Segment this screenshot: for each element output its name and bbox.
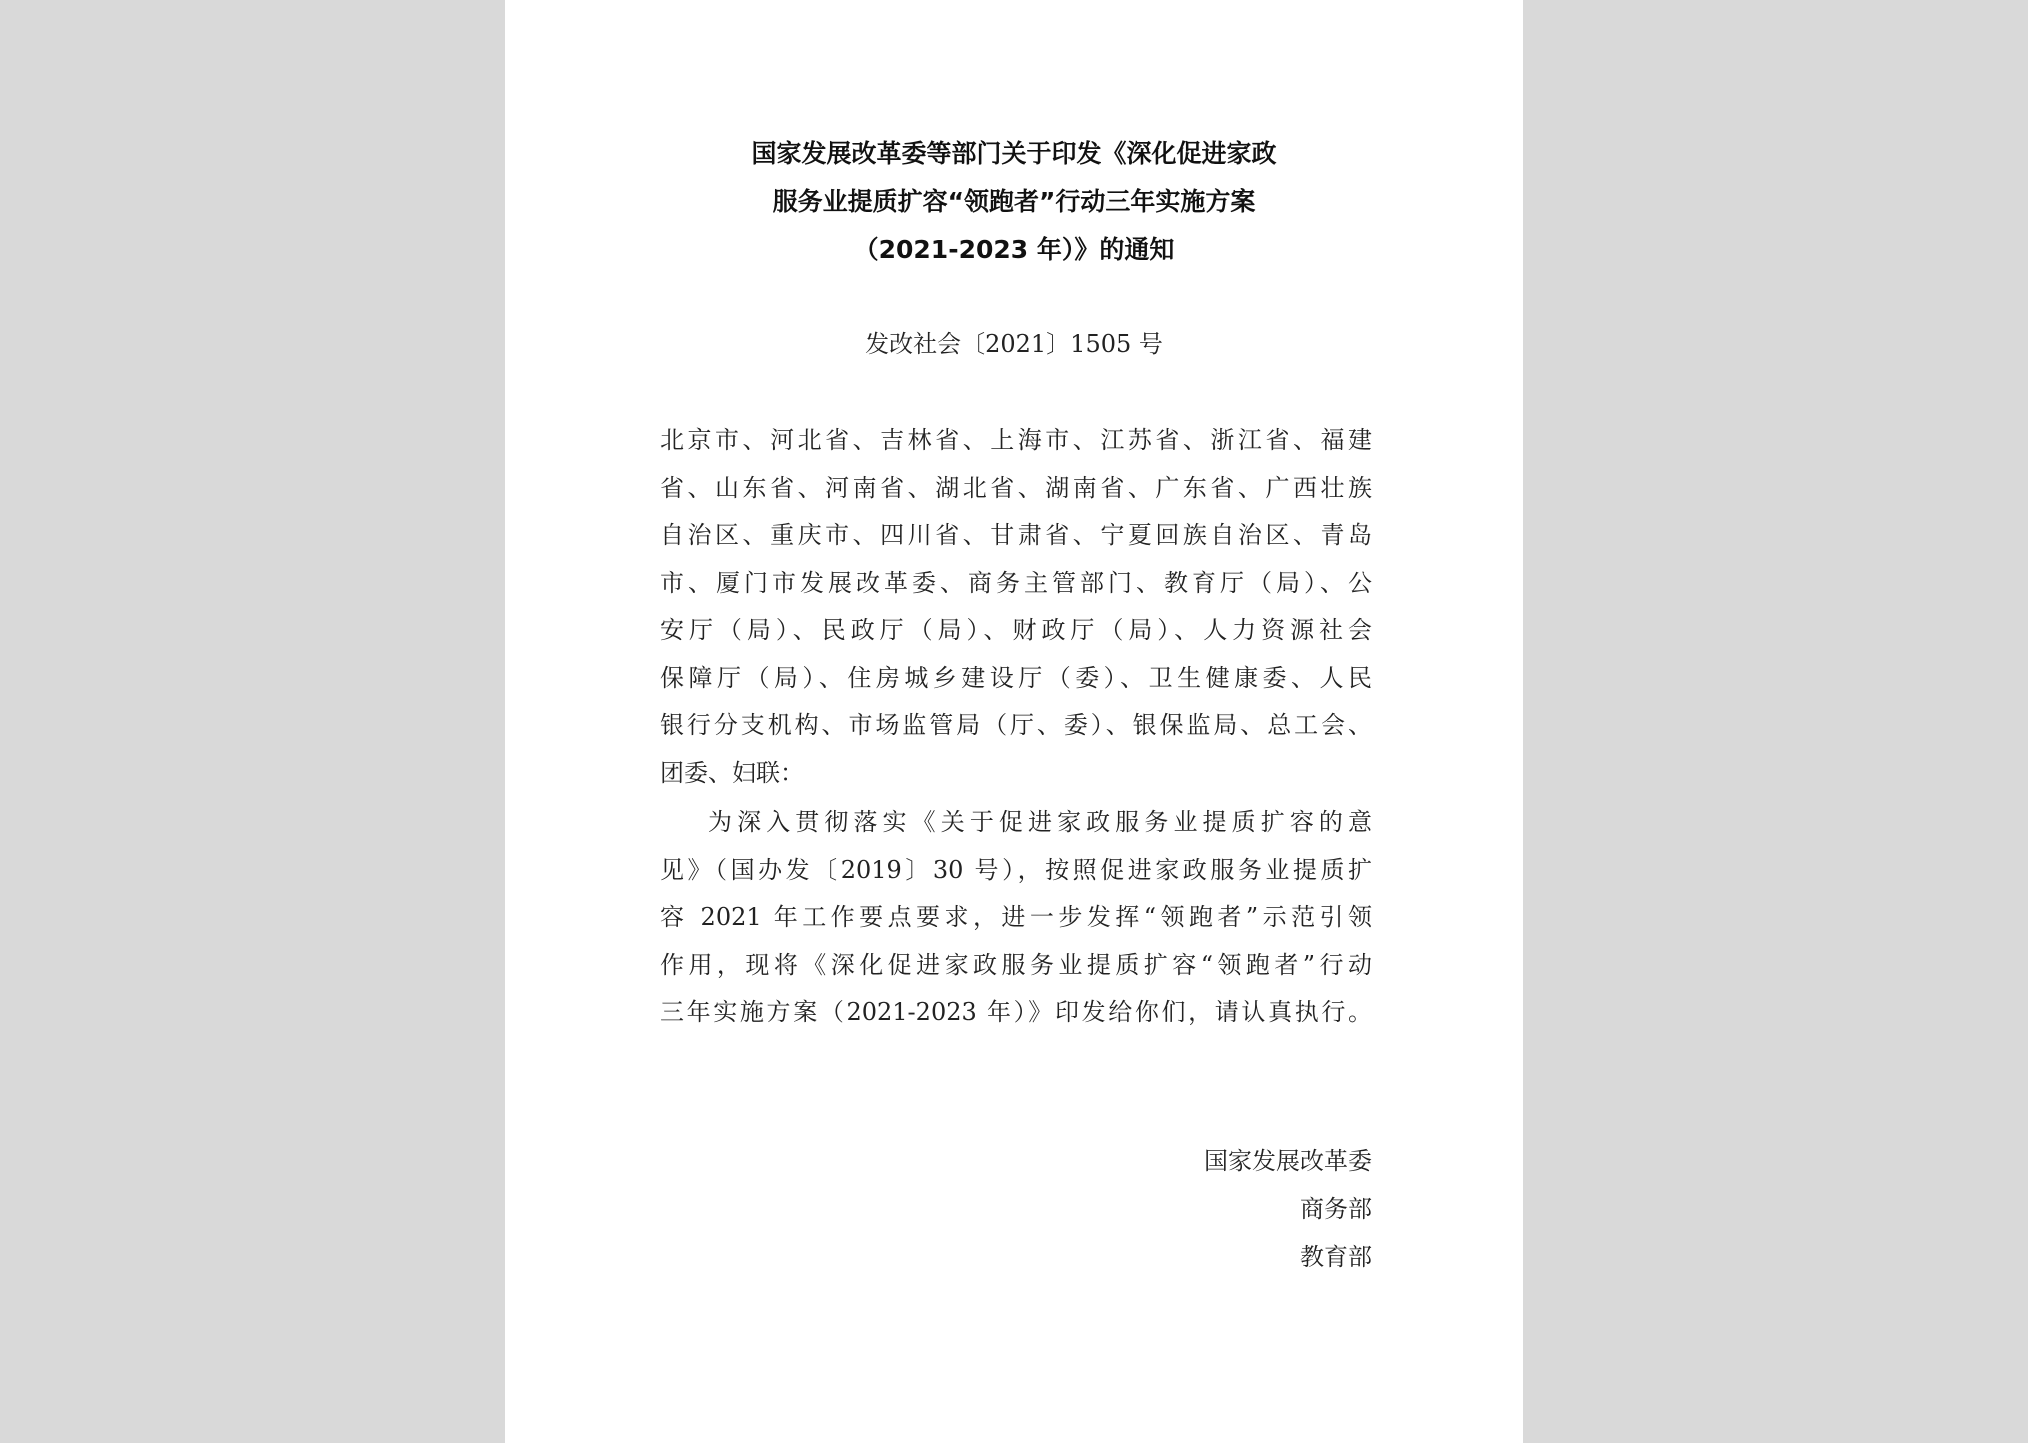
- addressee-line: 银行分支机构、市场监管局（厅、委）、银保监局、总工会、: [660, 711, 1372, 739]
- body-paragraph: [660, 799, 1372, 1037]
- signatory: 教育部: [1300, 1243, 1372, 1271]
- title-line: （2021-2023 年）》的通知: [853, 235, 1175, 264]
- title-line: 服务业提质扩容“领跑者”行动三年实施方案: [772, 187, 1256, 216]
- addressee-line: 安厅（局）、民政厅（局）、财政厅（局）、人力资源社会: [660, 616, 1372, 644]
- addressee-line: 市、厦门市发展改革委、商务主管部门、教育厅（局）、公: [660, 568, 1372, 597]
- document-number: 发改社会〔2021〕1505 号: [865, 330, 1163, 358]
- addressee-list: [660, 417, 1372, 797]
- addressee-line: 北京市、河北省、吉林省、上海市、江苏省、浙江省、福建: [660, 426, 1372, 454]
- signatory: 国家发展改革委: [1204, 1147, 1372, 1175]
- paragraph-line: 三年实施方案（2021-2023 年）》印发给你们，请认真执行。: [660, 998, 1372, 1026]
- signatory: 商务部: [1300, 1195, 1372, 1223]
- paragraph-line: 见》（国办发〔2019〕30 号），按照促进家政服务业提质扩: [660, 855, 1372, 884]
- addressee-line: 省、山东省、河南省、湖北省、湖南省、广东省、广西壮族: [660, 473, 1372, 502]
- paragraph-line: 作用，现将《深化促进家政服务业提质扩容“领跑者”行动: [660, 950, 1372, 979]
- addressee-line: 保障厅（局）、住房城乡建设厅（委）、卫生健康委、人民: [660, 663, 1372, 692]
- paragraph-line: 为深入贯彻落实《关于促进家政服务业提质扩容的意: [708, 808, 1372, 836]
- addressee-line: 自治区、重庆市、四川省、甘肃省、宁夏回族自治区、青岛: [660, 521, 1372, 549]
- signatory-block: [1204, 1137, 1372, 1281]
- document-page: [505, 0, 1523, 1443]
- paragraph-line: 容 2021 年工作要点要求，进一步发挥“领跑者”示范引领: [660, 903, 1372, 931]
- document-title: [505, 130, 1523, 274]
- title-line: 国家发展改革委等部门关于印发《深化促进家政: [751, 139, 1277, 168]
- addressee-line: 团委、妇联：: [660, 758, 804, 787]
